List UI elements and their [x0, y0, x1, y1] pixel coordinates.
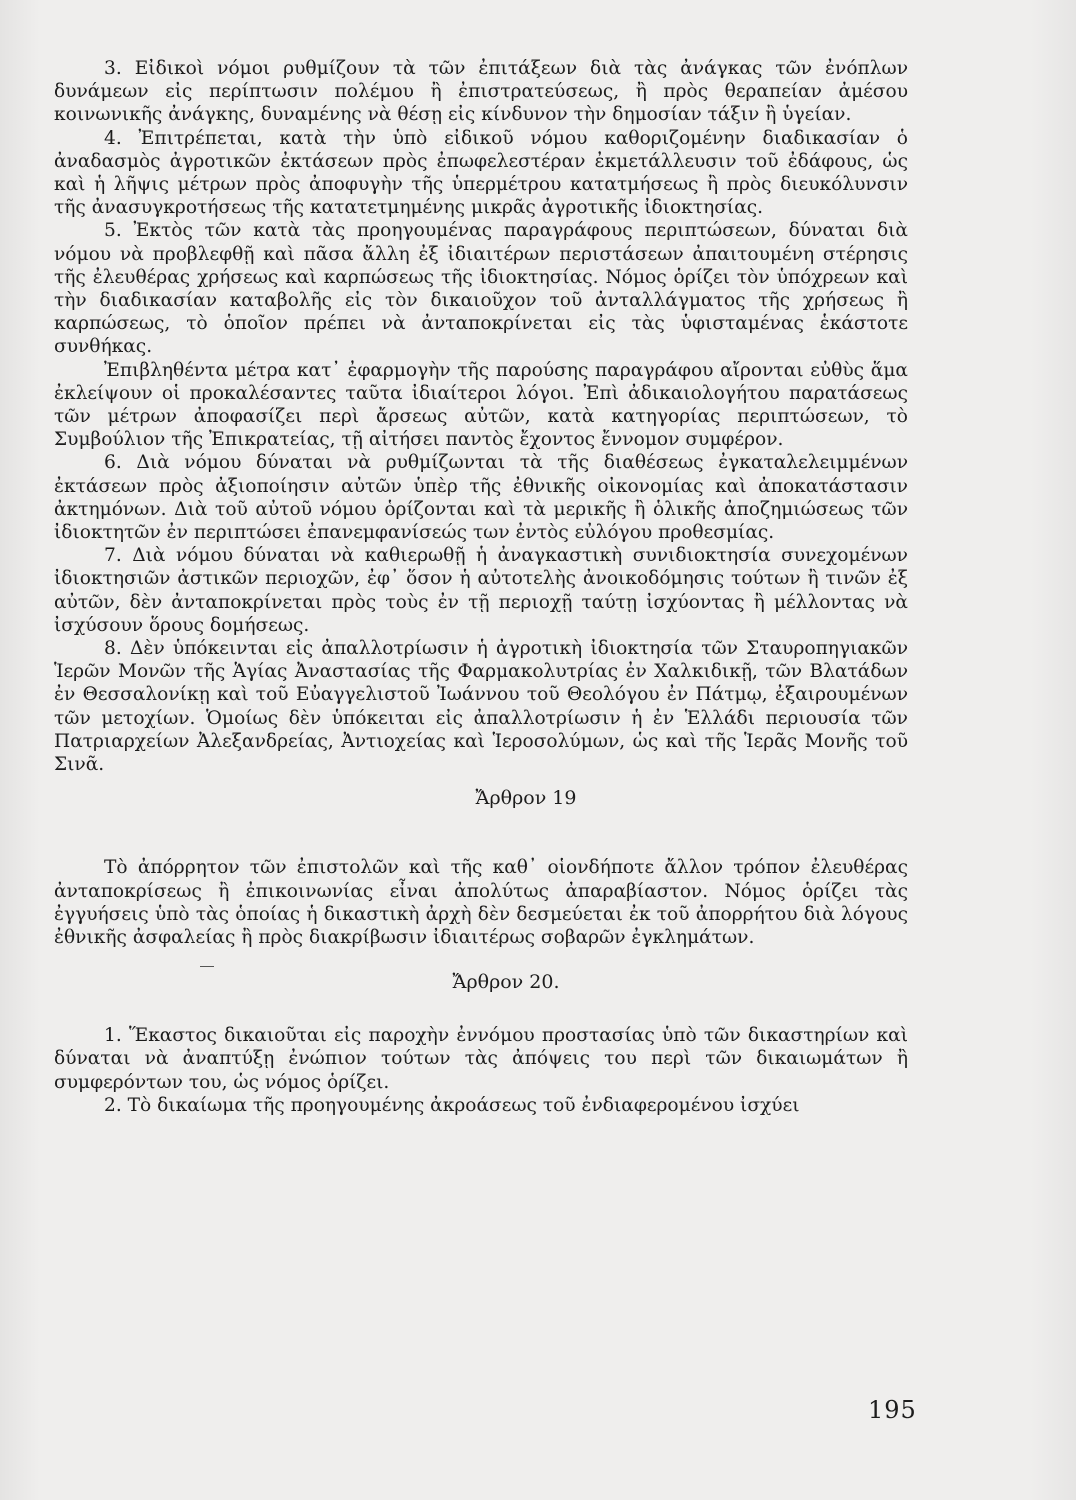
paragraph-6: 6. Διὰ νόμου δύναται νὰ ρυθμίζωνται τὰ τῆς διαθέσεως ἐγκαταλελειμμένων ἐκτάσεων πρὸς ἀξιοποίησιν αὐτῶν ὑπὲρ τῆς ἐθνικῆς οἰκονομίας καὶ ἀποκατάστασιν ἀκτημόνων. Διὰ τοῦ αὐτοῦ νόμου ὁρίζονται καὶ τὰ μερικῆς ἢ ὁλικῆς ἀποζημιώσεως τῶν ἰδιοκτητῶν ἐν περιπτώσει ἐπανεμφανίσεώς των ἐντὸς εὐλόγου προθεσμίας.: [54, 452, 908, 544]
paragraph-5-continued: Ἐπιβληθέντα μέτρα κατ᾽ ἐφαρμογὴν τῆς παρούσης παραγράφου αἴρονται εὐθὺς ἅμα ἐκλείψουν οἱ προκαλέσαντες ταῦτα ἰδιαίτεροι λόγοι. Ἐπὶ ἀδικαιολογήτου παρατάσεως τῶν μέτρων ἀποφασίζει περὶ ἄρσεως αὐτῶν, κατὰ κατηγορίας περιπτώσεων, τὸ Συμβούλιον τῆς Ἐπικρατείας, τῇ αἰτήσει παντὸς ἔχοντος ἔννομον συμφέρον.: [54, 359, 908, 451]
section-dash-mark: [200, 966, 214, 967]
article-19-heading: Ἄρθρον 19: [475, 787, 577, 810]
spacer: [54, 810, 908, 856]
paragraph-7: 7. Διὰ νόμου δύναται νὰ καθιερωθῇ ἡ ἀναγκαστικὴ συνιδιοκτησία συνεχομένων ἰδιοκτησιῶν ἀστικῶν περιοχῶν, ἐφ᾽ ὅσον ἡ αὐτοτελὴς ἀνοικοδόμησις τούτων ἢ τινῶν ἐξ αὐτῶν, δὲν ἀνταποκρίνεται πρὸς τοὺς ἐν τῇ περιοχῇ ταύτῃ ἰσχύοντας ἢ μέλλοντας νὰ ἰσχύσουν ὅρους δομήσεως.: [54, 545, 908, 636]
article-19-paragraph: Τὸ ἀπόρρητον τῶν ἐπιστολῶν καὶ τῆς καθ᾽ οἱονδήποτε ἄλλον τρόπον ἐλευθέρας ἀνταποκρίσεως ἢ ἐπικοινωνίας εἶναι ἀπολύτως ἀπαραβίαστον. Νόμος ὁρίζει τὰς ἐγγυήσεις ὑπὸ τὰς ὁποίας ἡ δικαστικὴ ἀρχὴ δὲν δεσμεύεται ἐκ τοῦ ἀπορρήτου διὰ λόγους ἐθνικῆς ἀσφαλείας ἢ πρὸς διακρίβωσιν ἰδιαιτέρως σοβαρῶν ἐγκλημάτων.: [54, 857, 908, 948]
paragraph-5: 5. Ἐκτὸς τῶν κατὰ τὰς προηγουμένας παραγράφους περιπτώσεων, δύναται διὰ νόμου νὰ προβλεφθῇ καὶ πᾶσα ἄλλη ἐξ ἰδιαιτέρων περιστάσεων ἀπαιτουμένη στέρησις τῆς ἐλευθέρας χρήσεως καὶ καρπώσεως τῆς ἰδιοκτησίας. Νόμος ὁρίζει τὸν ὑπόχρεων καὶ τὴν διαδικασίαν καταβολῆς εἰς τὸν δικαιοῦχον τοῦ ἀνταλλάγματος τῆς χρήσεως ἢ καρπώσεως, τὸ ὁποῖον πρέπει νὰ ἀνταποκρίνεται εἰς τὰς ὑφισταμένας ἑκάστοτε συνθήκας.: [54, 220, 908, 358]
article-20-paragraph-1: 1. Ἕκαστος δικαιοῦται εἰς παροχὴν ἐννόμου προστασίας ὑπὸ τῶν δικαστηρίων καὶ δύναται νὰ ἀναπτύξῃ ἐνώπιον τούτων τὰς ἀπόψεις του περὶ τῶν δικαιωμάτων ἢ συμφερόντων του, ὡς νόμος ὁρίζει.: [54, 1025, 908, 1093]
paragraph-4: 4. Ἐπιτρέπεται, κατὰ τὴν ὑπὸ εἰδικοῦ νόμου καθοριζομένην διαδικασίαν ὁ ἀναδασμὸς ἀγροτικῶν ἐκτάσεων πρὸς ἐπωφελεστέραν ἐκμετάλλευσιν τοῦ ἐδάφους, ὡς καὶ ἡ λῆψις μέτρων πρὸς ἀποφυγὴν τῆς ὑπερμέτρου κατατμήσεως ἢ πρὸς διευκόλυνσιν τῆς ἀνασυγκροτήσεως τῆς κατατετμημένης μικρᾶς ἀγροτικῆς ἰδιοκτησίας.: [54, 127, 908, 219]
page-body: [54, 57, 908, 1117]
spacer: [54, 994, 908, 1024]
paragraph-3: 3. Εἰδικοὶ νόμοι ρυθμίζουν τὰ τῶν ἐπιτάξεων διὰ τὰς ἀνάγκας τῶν ἐνόπλων δυνάμεων εἰς περίπτωσιν πολέμου ἢ ἐπιστρατεύσεως, ἢ πρὸς θεραπείαν ἀμέσου κοινωνικῆς ἀνάγκης, δυναμένης νὰ θέσῃ εἰς κίνδυνον τὴν δημοσίαν τάξιν ἢ ὑγείαν.: [54, 58, 908, 126]
paragraph-8: 8. Δὲν ὑπόκεινται εἰς ἀπαλλοτρίωσιν ἡ ἀγροτικὴ ἰδιοκτησία τῶν Σταυροπηγιακῶν Ἱερῶν Μονῶν τῆς Ἁγίας Ἀναστασίας τῆς Φαρμακολυτρίας ἐν Χαλκιδικῇ, τῶν Βλατάδων ἐν Θεσσαλονίκῃ καὶ τοῦ Εὐαγγελιστοῦ Ἰωάννου τοῦ Θεολόγου ἐν Πάτμῳ, ἐξαιρουμένων τῶν μετοχίων. Ὁμοίως δὲν ὑπόκειται εἰς ἀπαλλοτρίωσιν ἡ ἐν Ἑλλάδι περιουσία τῶν Πατριαρχείων Ἀλεξανδρείας, Ἀντιοχείας καὶ Ἱεροσολύμων, ὡς καὶ τῆς Ἱερᾶς Μονῆς τοῦ Σινᾶ.: [54, 638, 908, 776]
page-number: 195: [868, 1396, 917, 1424]
article-20-paragraph-2: 2. Τὸ δικαίωμα τῆς προηγουμένης ἀκροάσεως τοῦ ἐνδιαφερομένου ἰσχύει: [104, 1094, 800, 1116]
article-20-heading: Ἄρθρον 20.: [452, 971, 560, 994]
